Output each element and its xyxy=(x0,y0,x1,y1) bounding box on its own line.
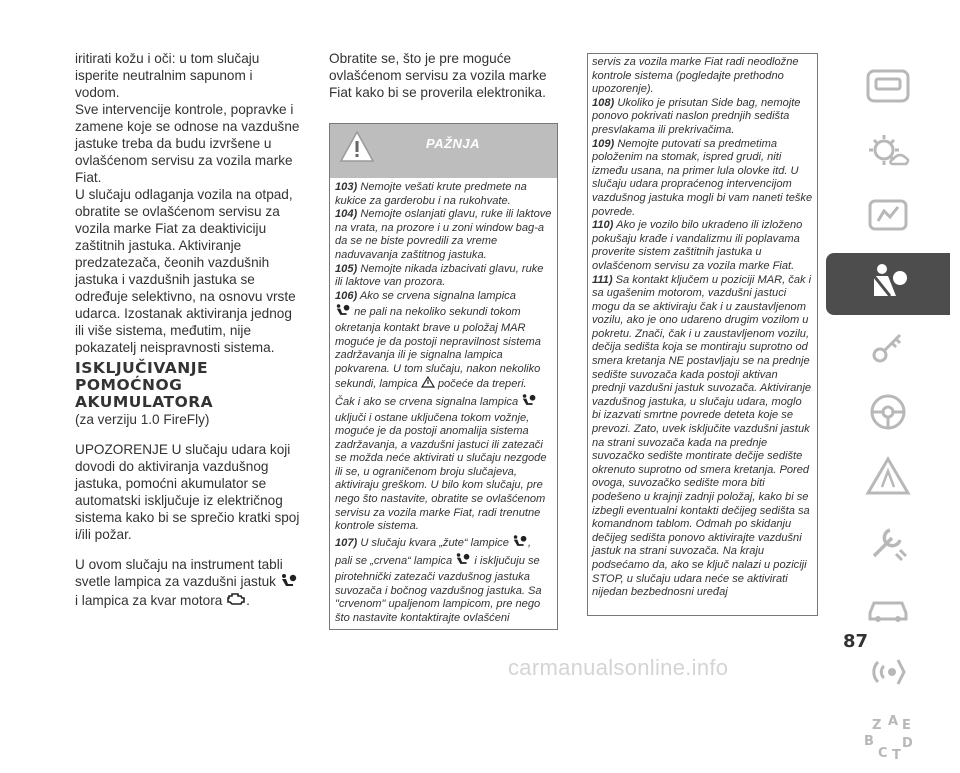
note-111: 111) Sa kontakt ključem u poziciji MAR, čak i sa ugašenim motorom, vazdušni jastuci mogu da se aktiviraju čak i u zaustavljenom vozilu, ako je ono udareno drugim vozilom u pokretu. Znači, čak i u zaustavljenom vozilu, dečija sedišta koja se montiraju suprotno od smera kretanja NE postavljaju se na prednje sedište suvozača kada postoji aktivan prednji vazdušni jastuk suvozača. Aktiviranje vazdušnog jastuka, u slučaju udara, moglo bi izazvati smrtne povrede deteta koje se prevozi. Zato, uvek isključite vazdušni jastuk na strani suvozača kada na prednje suvozačko sedište montirate dečije sedište okrenuto suprotno od smera kretanja. Pored ovoga, suvozačko sedište mora biti podešeno u krajnji zadnji položaj, kako bi se izbegli eventualni kontakti dečijeg sedišta sa komandnom tablom. Odmah po skidanju dečijeg sedišta ponovo aktivirajte vazdušni jastuk na strani suvozača. Na kraju podsećamo da, ako se ključ nalazi u poziciji STOP, u slučaju udara neće se aktivirati nijedan bezbednosni uređaj xyxy=(592,273,812,599)
section-heading: ISKLJUČIVANJE POMOĆNOG AKUMULATORA xyxy=(75,359,214,411)
airbag-warning-icon xyxy=(521,393,537,412)
airbag-warning-icon xyxy=(455,552,471,571)
paragraph xyxy=(75,556,300,610)
note-107: 107) U slučaju kvara „žute“ lampice , pali se „crvena“ lampica i isključuju se pirotehnički zatezači vazdušnog jastuka suvozača i bočnog vazdušnog jastuka. Sa "crvenom" upaljenom lampicom, pre nego što nastavite kontaktirajte ovlašćeni xyxy=(335,534,553,626)
paragraph: U slučaju odlaganja vozila na otpad, obratite se ovlašćenom servisu za vozila marke Fiat za deaktiviciju zaštitnih jastuka. Aktiviranje predzatezača, čeonih vazdušnih jastuka i vazdušnih jastuka se određuje selektivno, na osnovu vrste udarca. Izostanak aktiviranja jednog ili više sistema, međutim, nije pokazatelj neispravnosti sistema. xyxy=(75,187,296,355)
warning-box xyxy=(329,123,558,630)
note-103: 103) Nemojte vešati krute predmete na kukice za garderobu i na rukohvate. xyxy=(335,181,527,207)
warning-header xyxy=(330,124,557,178)
key-start-icon xyxy=(860,325,916,374)
radio-multimedia-icon xyxy=(860,650,916,699)
index-letter: T xyxy=(892,747,901,761)
note-110: 110) Ako je vozilo bilo ukradeno ili izloženo pokušaju krađe i vandalizmu ili poplavama proverite sistem zaštitnih jastuka u ovlašćenom servisu za vozila marke Fiat. xyxy=(592,219,803,272)
column-left xyxy=(75,50,300,610)
index-letter: Z xyxy=(872,717,882,733)
note-104: 104) Nemojte oslanjati glavu, ruke ili laktove na vrata, na prozore i u zoni window bag-a da se ne biste povredili za vreme naduvavanja zaštitnog jastuka. xyxy=(335,208,552,261)
airbag-warning-icon xyxy=(280,573,298,592)
wrench-icon xyxy=(860,520,916,569)
instrument-warning-icon xyxy=(860,195,916,244)
paragraph: Obratite se, što je pre moguće ovlašćenom servisu za vozila marke Fiat kako bi se proverila elektronika. xyxy=(329,51,547,100)
column-middle xyxy=(329,50,558,630)
language-index-icon xyxy=(858,713,918,766)
tab-car-dashboard[interactable] xyxy=(826,58,950,120)
tab-index[interactable] xyxy=(826,708,950,770)
index-letter: E xyxy=(902,717,911,733)
text: i lampica za kvar motora xyxy=(75,593,223,608)
column-right-warning xyxy=(587,53,818,616)
chapter-tabs xyxy=(826,58,955,773)
seatbelt-airbag-icon xyxy=(860,260,916,309)
index-letter: A xyxy=(888,713,899,729)
tab-instruments[interactable] xyxy=(826,188,950,250)
section-subheading: (za verziju 1.0 FireFly) xyxy=(75,412,210,427)
tab-multimedia[interactable] xyxy=(826,643,950,705)
warning-triangle-icon xyxy=(421,376,435,393)
text: U ovom slučaju na instrument tabli svetle lampica za vazdušni jastuk xyxy=(75,557,283,590)
steering-wheel-icon xyxy=(860,390,916,439)
tab-maintenance[interactable] xyxy=(826,513,950,575)
index-letter: B xyxy=(864,733,874,749)
engine-fault-icon xyxy=(226,592,246,610)
passenger-airbag-icon xyxy=(512,534,528,553)
watermark: carmanualsonline.info xyxy=(508,655,729,680)
tab-emergency[interactable] xyxy=(826,448,950,510)
airbag-warning-icon xyxy=(335,303,351,322)
warning-title: PAŽNJA xyxy=(426,136,481,151)
tab-safety[interactable] xyxy=(826,253,950,315)
index-letter: C xyxy=(878,745,888,761)
note-109: 109) Nemojte putovati sa predmetima položenim na stomak, ispred grudi, niti između usana, na primer lula olovke itd. U slučaju udara propraćenog intervencijom vazdušnog jastuka mogli bi vam naneti teške povrede. xyxy=(592,137,813,218)
tab-starting[interactable] xyxy=(826,318,950,380)
warning-body xyxy=(330,178,557,629)
text: . xyxy=(246,593,250,608)
paragraph: iritirati kožu i oči: u tom slučaju isperite neutralnim sapunom i vodom. xyxy=(75,51,260,100)
note-106: 106) Ako se crvena signalna lampica ne pali na nekoliko sekundi tokom okretanja kontakt brave u položaj MAR moguće je da postoji nepravilnost sistema zadržavanja ili je signalna lampica pokvarena. U tom slučaju, nakon nekoliko sekundi, lampica počeće da treperi. xyxy=(335,290,553,393)
road-warning-icon xyxy=(860,455,916,504)
car-dashboard-icon xyxy=(860,65,916,114)
note-106-cont: Čak i ako se crvena signalna lampica uključi i ostane uključena tokom vožnje, moguće je da postoji anomalija sistema zadržavanja, a vazdušni jastuci ili zatezači se možda neće aktivirati u slučaju nezgode ili se, u ograničenom broju slučajeva, aktiviraju greškom. U bilo kom slučaju, pre nego što nastavite, obratite se ovlašćenom servisu za vozila marke Fiat, radi trenutne kontrole sistema. xyxy=(335,393,553,534)
specs-car-icon xyxy=(860,585,916,634)
note-105: 105) Nemojte nikada izbacivati glavu, ruke ili laktove van prozora. xyxy=(335,262,544,289)
paragraph: UPOZORENJE U slučaju udara koji dovodi do aktiviranja vazdušnog jastuka, pomoćni akumulator se automatski isključuje iz električnog sistema kako bi se sprečio kratki spoj i/ili požar. xyxy=(75,442,300,542)
page-number: 87 xyxy=(843,631,869,652)
note-continued: servis za vozila marke Fiat radi neodložne kontrole sistema (pogledajte prethodno upozorenje). xyxy=(592,56,799,96)
tab-lights[interactable] xyxy=(826,123,950,185)
paragraph: Sve intervencije kontrole, popravke i zamene koje se odnose na vazdušne jastuke treba da budu izvršene u ovlašćenom servisu za vozila marke Fiat. xyxy=(75,102,300,185)
tab-driving[interactable] xyxy=(826,383,950,445)
index-letter: D xyxy=(902,735,913,751)
warning-triangle-icon xyxy=(338,129,376,170)
weather-lights-icon xyxy=(860,130,916,179)
note-108: 108) Ukoliko je prisutan Side bag, nemojte ponovo pokrivati naslon prednjih sedišta presvlakama ili prekrivačima. xyxy=(592,96,801,136)
